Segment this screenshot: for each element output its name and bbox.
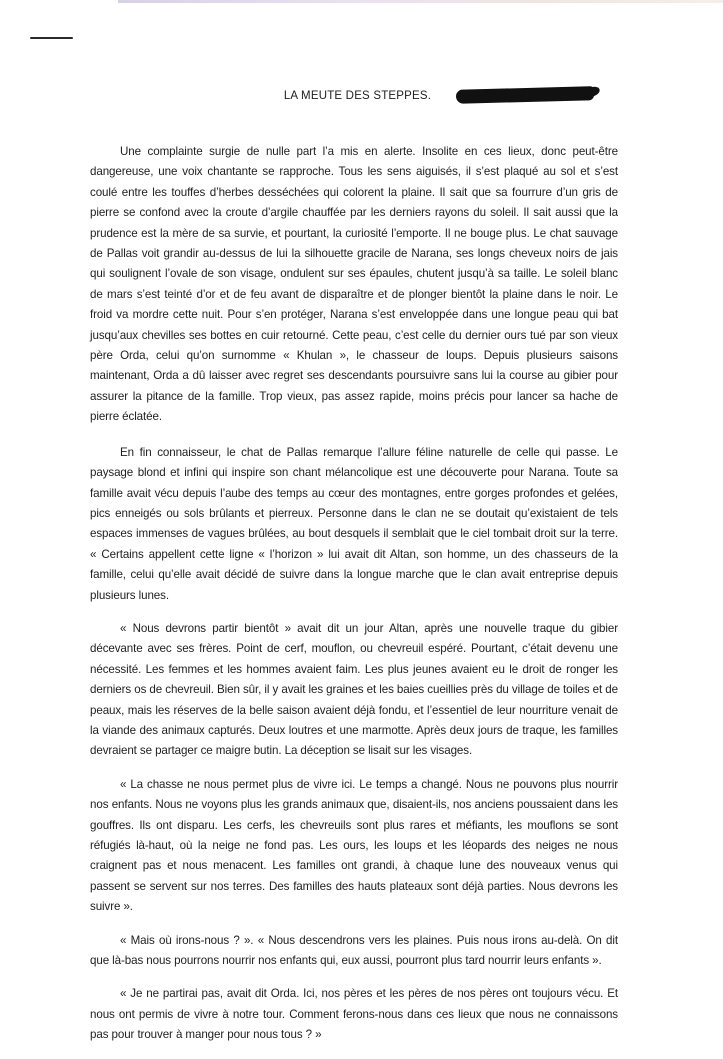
page-top-edge — [118, 0, 723, 3]
paragraph: Une complainte surgie de nulle part l’a mis en alerte. Insolite en ces lieux, donc peut-être dangereuse, une voix chantante se rapproche. Tous les sens aiguisés, il s’est plaqué au sol et s’est coulé entre les touffes d’herbes desséchées qui colorent la plaine. Il sait que sa fourrure d’un gris de pierre se confond avec la croute d’argile chauffée par les derniers rayons du soleil. Il sait aussi que la prudence est la mère de sa survie, et pourtant, la curiosité l’emporte. Il ne bouge plus. Le chat sauvage de Pallas voit grandir au-dessus de lui la silhouette gracile de Narana, ses longs cheveux noirs de jais qui soulignent l’ovale de son visage, ondulent sur ses épaules, chutent jusqu’à sa taille. Le soleil blanc de mars s’est teinté d’or et de feu avant de disparaître et de plonger bientôt la plaine dans le noir. Le froid va mordre cette nuit. Pour s’en protéger, Narana s’est enveloppée dans une longue peau qui bat jusqu’aux chevilles ses bottes en cuir retourné. Cette peau, c’est celle du dernier ours tué par son vieux père Orda, celui qu’on surnomme « Khulan », le chasseur de loups. Depuis plusieurs saisons maintenant, Orda a dû laisser avec regret ses descendants poursuivre sans lui la course au gibier pour assurer la pitance de la famille. Trop vieux, pas assez rapide, moins précis pour lancer sa hache de pierre éclatée. — [90, 145, 618, 424]
document-body — [90, 142, 618, 1059]
document-title — [0, 90, 723, 102]
corner-pen-mark — [30, 37, 73, 39]
paragraph: « La chasse ne nous permet plus de vivre ici. Le temps a changé. Nous ne pouvons plus nourrir nos enfants. Nous ne voyons plus les grands animaux que, disaient-ils, nos anciens poussaient dans les gouffres. Ils ont disparu. Les cerfs, les chevreuils sont plus rares et méfiants, les mouflons se sont réfugiés là-haut, où la neige ne fond pas. Les ours, les loups et les léopards des neiges ne nous craignent pas et nous menacent. Les familles ont grandi, à chaque lune des nouveaux venus qui passent se servent sur nos terres. Des familles des hauts plateaux sont déjà parties. Nous devrons les suivre ». — [90, 777, 618, 914]
paragraph: « Nous devrons partir bientôt » avait dit un jour Altan, après une nouvelle traque du gibier décevante avec ses frères. Point de cerf, mouflon, ou chevreuil espéré. Pourtant, c’était devenu une nécessité. Les femmes et les hommes avaient faim. Les plus jeunes avaient eu le droit de ronger les derniers os de chevreuil. Bien sûr, il y avait les graines et les baies cueillies près du village de toiles et de peaux, mais les réserves de la belle saison avaient déjà fondu, et l’essentiel de leur nourriture venait de la viande des animaux capturés. Deux loutres et une marmotte. Après deux jours de traque, les familles devraient se partager ce maigre butin. La déception se lisait sur les visages. — [90, 621, 618, 758]
document-title-text: LA MEUTE DES STEPPES. — [283, 90, 432, 102]
paragraph: En fin connaisseur, le chat de Pallas remarque l’allure féline naturelle de celle qui passe. Le paysage blond et infini qui inspire son chant mélancolique est une découverte pour Narana. Toute sa famille avait vécu depuis l’aube des temps au cœur des montagnes, entre gorges profondes et gelées, pics enneigés ou sols brûlants et pierreux. Personne dans le clan ne se doutait qu’existaient de tels espaces immenses de vagues brûlées, au bout desquels il semblait que le ciel tombait droit sur la terre. « Certains appellent cette ligne « l’horizon » lui avait dit Altan, son homme, un des chasseurs de la famille, celui qu’elle avait décidé de suivre dans la longue marche que le clan avait entreprise depuis plusieurs lunes. — [90, 445, 618, 602]
paragraph: « Je ne partirai pas, avait dit Orda. Ici, nos pères et les pères de nos pères ont toujours vécu. Et nous ont permis de vivre à notre tour. Comment ferons-nous dans ces lieux que nous ne connaissons pas pour trouver à manger pour nous tous ? » — [90, 987, 618, 1042]
paragraph: « Mais où irons-nous ? ». « Nous descendrons vers les plaines. Puis nous irons au-delà. On dit que là-bas nous pourrons nourrir nos enfants qui, eux aussi, pourront plus tard nourrir leurs enfants ». — [90, 933, 618, 968]
